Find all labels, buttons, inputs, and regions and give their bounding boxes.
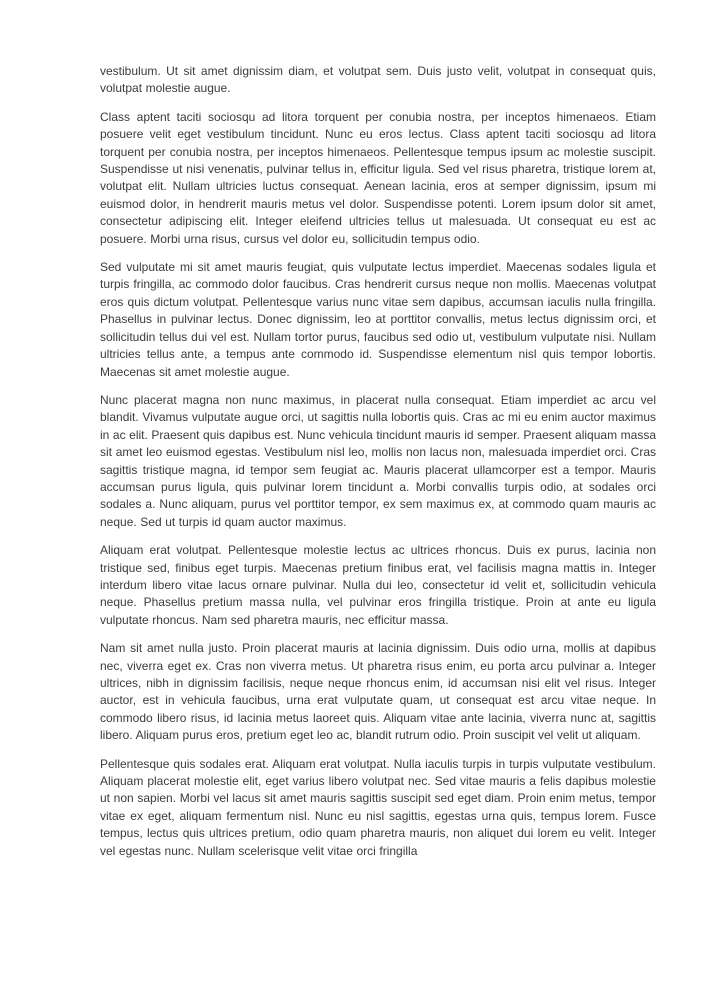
paragraph-5: Aliquam erat volutpat. Pellentesque molestie lectus ac ultrices rhoncus. Duis ex purus, lacinia non tristique sed, finibus eget turpis. Maecenas pretium finibus erat, vel facilisis magna mattis in. Integer interdum libero vitae lacus ornare pulvinar. Nulla dui leo, consectetur id velit et, sollicitudin vehicula neque. Phasellus pretium massa nulla, vel pulvinar eros fringilla tristique. Proin at ante eu ligula vulputate rhoncus. Nam sed pharetra mauris, nec efficitur massa. <box>100 543 656 627</box>
paragraph-4: Nunc placerat magna non nunc maximus, in placerat nulla consequat. Etiam imperdiet ac arcu vel blandit. Vivamus vulputate augue orci, ut sagittis nulla lobortis quis. Cras ac mi eu enim auctor maximus in ac elit. Praesent quis dapibus est. Nunc vehicula tincidunt mauris id semper. Praesent aliquam massa sit amet leo euismod egestas. Vestibulum nisl leo, mollis non lacus non, malesuada imperdiet orci. Cras sagittis tristique magna, id tempor sem feugiat ac. Mauris placerat ullamcorper est a tempor. Mauris accumsan purus ligula, quis pulvinar lorem tincidunt a. Morbi convallis turpis odio, at sodales orci sodales a. Nunc aliquam, purus vel porttitor tempor, ex sem maximus ex, at commodo quam mauris ac neque. Sed ut turpis id quam auctor maximus. <box>100 392 656 529</box>
paragraph-7: Pellentesque quis sodales erat. Aliquam erat volutpat. Nulla iaculis turpis in turpis vulputate vestibulum. Aliquam placerat molestie elit, eget varius libero volutpat nec. Sed vitae mauris a felis dapibus molestie ut non sapien. Morbi vel lacus sit amet mauris sagittis suscipit sed eget diam. Proin enim metus, tempor vitae ex eget, aliquam fermentum nisl. Nunc eu nisl sagittis, egestas urna quis, tempus lorem. Fusce tempus, lectus quis ultrices pretium, odio quam pharetra mauris, non aliquet dui lorem eu velit. Integer vel egestas nunc. Nullam scelerisque velit vitae orci fringilla <box>100 756 656 858</box>
paragraph-2: Class aptent taciti sociosqu ad litora torquent per conubia nostra, per inceptos himenaeos. Etiam posuere velit eget vestibulum tincidunt. Nunc eu eros lectus. Class aptent taciti sociosqu ad litora torquent per conubia nostra, per inceptos himenaeos. Pellentesque tempus ipsum ac molestie suscipit. Suspendisse ut nisi venenatis, pulvinar tellus in, efficitur ligula. Sed vel risus pharetra, tristique lorem at, volutpat elit. Nullam ultricies luctus consequat. Aenean lacinia, eros at semper dignissim, ipsum mi euismod dolor, in hendrerit mauris metus vel dolor. Suspendisse potenti. Lorem ipsum dolor sit amet, consectetur adipiscing elit. Integer eleifend ultricies tellus ut malesuada. Ut consequat eu est ac posuere. Morbi urna risus, cursus vel dolor eu, sollicitudin tempus odio. <box>100 109 656 246</box>
paragraph-6: Nam sit amet nulla justo. Proin placerat mauris at lacinia dignissim. Duis odio urna, mollis at dapibus nec, viverra eget ex. Cras non viverra metus. Ut pharetra risus enim, eu porta arcu pulvinar a. Integer ultrices, nibh in dignissim facilisis, neque neque rhoncus enim, id accumsan nisi elit vel risus. Integer auctor, est in vehicula faucibus, urna erat vulputate quam, ut consequat est arcu vitae neque. In commodo libero risus, id lacinia metus laoreet quis. Aliquam vitae ante lacinia, viverra nunc at, sagittis libero. Aliquam purus eros, pretium eget leo ac, blandit rutrum odio. Proin suscipit vel velit ut aliquam. <box>100 641 656 743</box>
paragraph-3: Sed vulputate mi sit amet mauris feugiat, quis vulputate lectus imperdiet. Maecenas sodales ligula et turpis fringilla, ac commodo dolor faucibus. Cras hendrerit cursus neque non mollis. Maecenas volutpat eros quis dictum volutpat. Pellentesque varius nunc vitae sem dapibus, accumsan iaculis nulla fringilla. Phasellus in pulvinar lectus. Donec dignissim, leo at porttitor convallis, metus lectus dignissim orci, et sollicitudin tellus dui vel est. Nullam tortor purus, faucibus sed odio ut, vestibulum vulputate nisi. Nullam ultricies tellus ante, a tempus ante commodo id. Suspendisse elementum nisl quis tempor lobortis. Maecenas sit amet molestie augue. <box>100 260 656 379</box>
paragraph-1: vestibulum. Ut sit amet dignissim diam, et volutpat sem. Duis justo velit, volutpat in consequat quis, volutpat molestie augue. <box>100 64 656 96</box>
